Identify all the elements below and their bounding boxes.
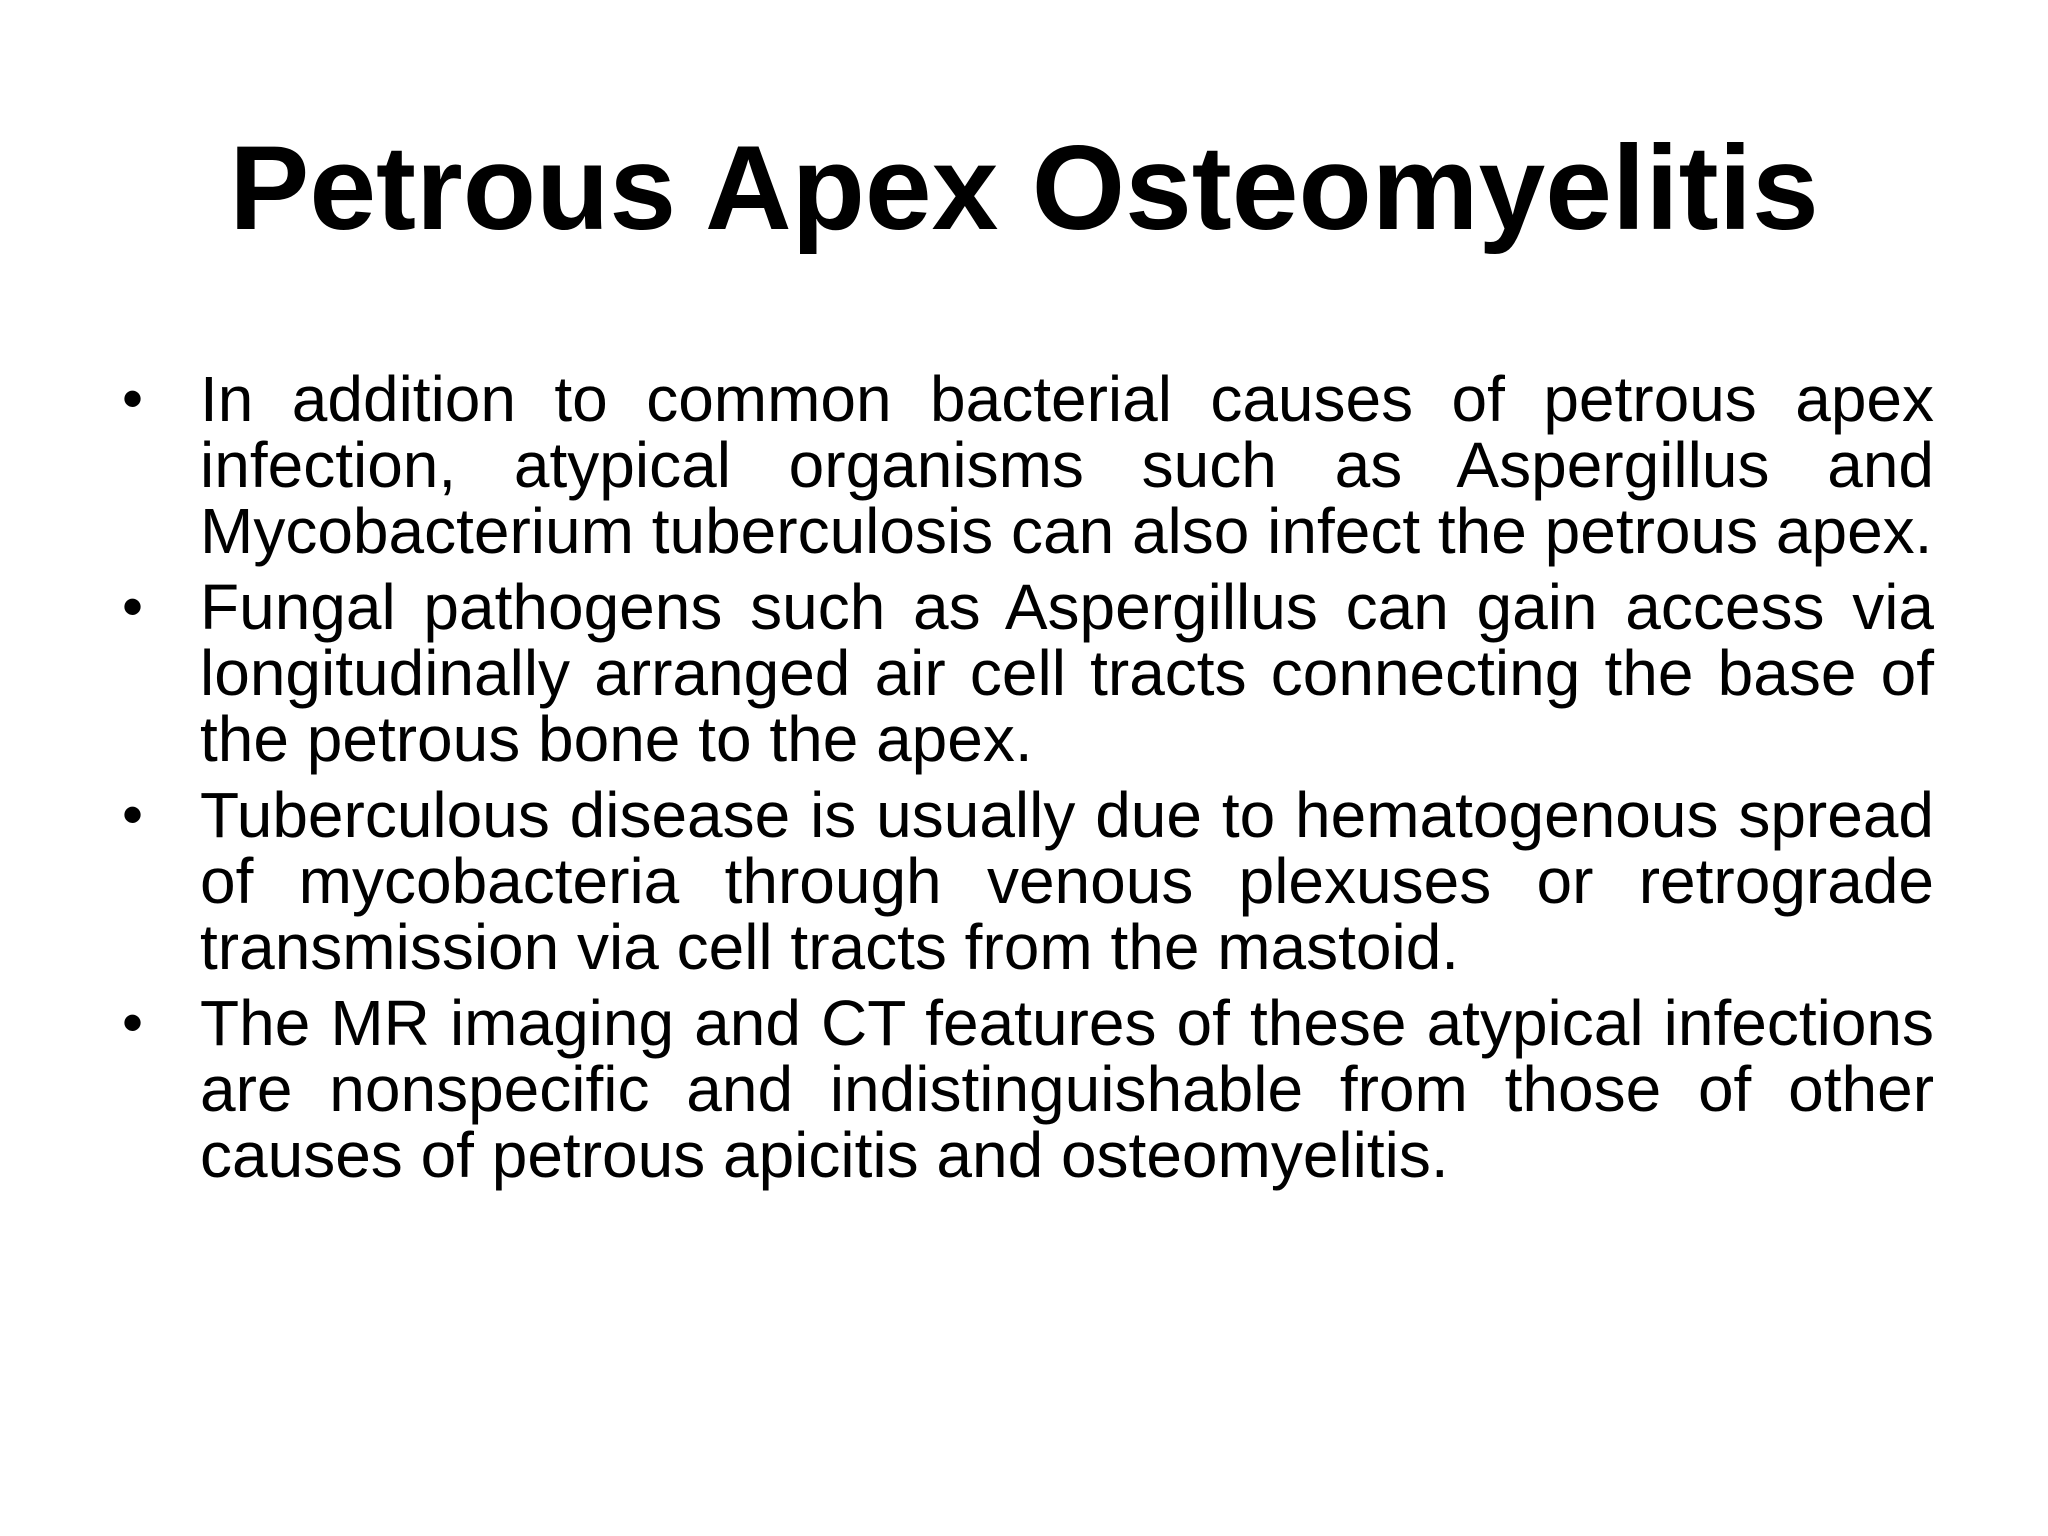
bullet-icon: • (122, 365, 144, 432)
bullet-list (122, 363, 1934, 1198)
bullet-item (122, 987, 1934, 1191)
bullet-item (122, 571, 1934, 775)
slide-title: Petrous Apex Osteomyelitis (229, 121, 1819, 255)
bullet-icon: • (122, 781, 144, 848)
bullet-text: In addition to common bacterial causes of petrous apex infection, atypical organisms such as Aspergillus and Mycobacterium tuberculosis can also infect the petrous apex. (200, 363, 1934, 567)
bullet-icon: • (122, 989, 144, 1056)
bullet-item (122, 779, 1934, 983)
bullet-icon: • (122, 573, 144, 640)
bullet-text: Fungal pathogens such as Aspergillus can gain access via longitudinally arranged air cell tracts connecting the base of the petrous bone to the apex. (200, 571, 1934, 775)
bullet-text: Tuberculous disease is usually due to hematogenous spread of mycobacteria through venous plexuses or retrograde transmission via cell tracts from the mastoid. (200, 779, 1934, 983)
bullet-item (122, 363, 1934, 567)
bullet-text: The MR imaging and CT features of these atypical infections are nonspecific and indistinguishable from those of other causes of petrous apicitis and osteomyelitis. (200, 987, 1934, 1191)
